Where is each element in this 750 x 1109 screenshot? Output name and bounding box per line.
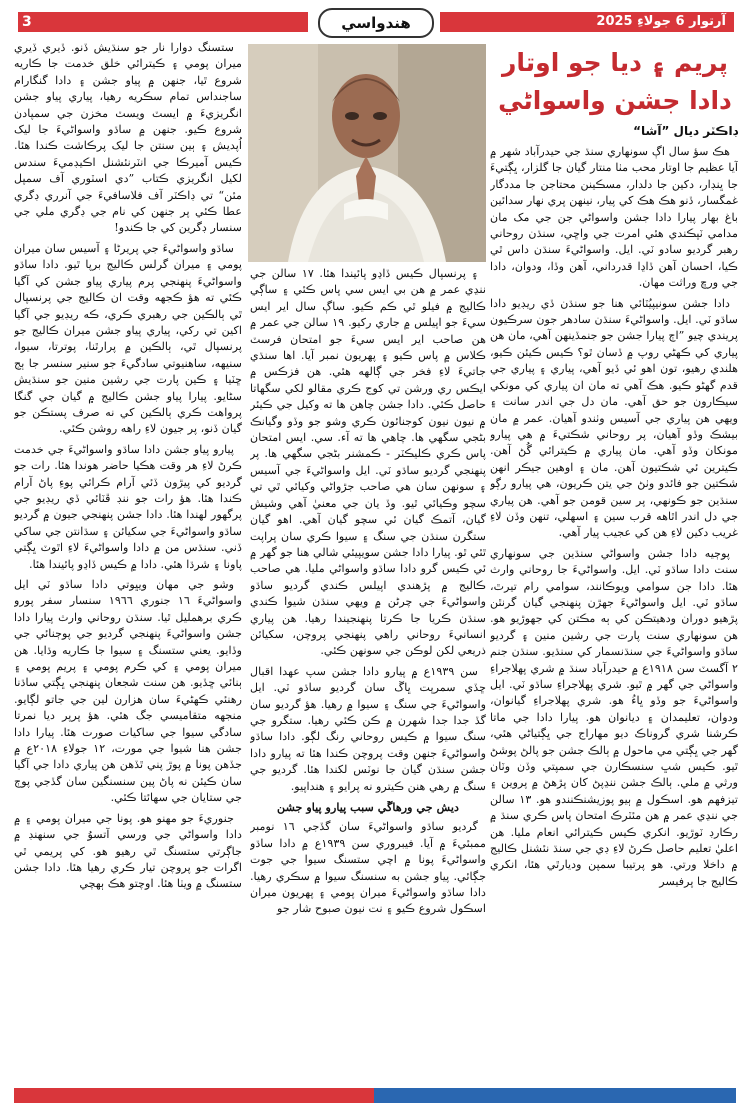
column1-paragraph: هڪ سؤ سال اڳ سونهاري سنڌ جي حيدرآباد شهر ۾ آيا عظيم جا اوتار محب مٺا منتار گيان جا گلزار، ڀڳتيءَ جا ڀنڊار، دکين جا دلدار، مسڪينن محتاجن جا مددگار غمگسار، ڏنو هڪ هڪ کي پيار، نينهن پري نهار سدائين باغ بهار پيارا دادا جشن واسواڻي جن جي مک مان مدامي ٽپڪندي هئي امرت جي واڇي، سنڌن روحاني رهبر گرديو سادو ٽي. ايل. واسواڻيءَ سنڌن داس ٿي ڪيا، احسان آهن ڏاڍا قدرداني، آهن وڏا، ودوان، دادا جي ورڇ وراثت مهان. [490, 145, 738, 290]
column3-paragraph: ساڌو واسواڻيءَ جي پريرڻا ۽ آسيس سان ميران پومي ۽ ميران گرلس ڪاليج برپا ٿيو. دادا ساڌو واسواڻيءَ پنهنجي پرم پياري پياو جشن کي آگيا ڪئي ته هؤ ڪجهه وقت ان ڪاليج جي پرنسپال ٿي ٻالڪين جي رهبري ڪري، ڪه ريڊيو جي آگيا اکين تي رکي، پياري پياو جشن ميران ڪاليج جو پرنسپال ٿي، ٻالڪين ۾ پرارٿنا، پوترتا، سيوا، سنيهه، ساهنيوتي سادگيءَ جو سنير سنسر جا ٻج ڇٽيا ۽ ڪين پارت جي رشين منين جو سنڌيش سڻايو. پيارا پياو جشن ڪاليج ۾ گيان جي گنگا پرواهت ڪري ٻالڪين کي نه صرف پستڪن جو گيان ڏنو، پر جيون لاءِ راهه روشن ڪئي. [14, 241, 242, 436]
column3-paragraph: ستسنگ دوارا نار جو سنڌيش ڏنو. ڏيري ڏيري ميران پومي ۽ ڪيترائي خلق خدمت جا ڪاريه شروع ٿيا، جنهن ۾ پياو جشن ۽ دادا گنگارام ساجنداس تمام سڪريه رهيا، پياري پياو جشن انگريزيءَ ۾ ايسٽ ويسٽ مخزن جي سمپادن شروع ڪيو. جنهن ۾ ساڌو واسواڻيءَ جا ليک اُپديش ۽ ٻين سنتن جا ليک پرڪاشت ڪندا هئا. ڪيس آميرڪا جي انٽرنئشنل اڪيڊميءَ سندس لکيل انگريزي ڪتاب ”دي اسٽوري آف سمپل مئن“ تي ڊاڪٽر آف فلاسافيءَ جي آنرري ڊگري عطا ڪئي پر جنهن کي نام جي ڊگري ملي جي سنسار ڊگرين کي جا ڪندو! [14, 41, 242, 235]
column1-paragraph: پوڄيه دادا جشن واسواڻي سنڌين جي سونهاري سنت دادا ساڌو ٽي. ايل. واسواڻيءَ جا روحاني وارث هئا. دادا جن سوامي ويوڪانند، سوامي رام تيرٿ، ساڌو ٽي. ايل واسواڻيءَ جهڙن پنهنجي گيان گرنٿن پڙهيو دوران ودهيتڪن کي ٻه مڪتن کي جھوڙيو هو. هن سونهاري سنت پارت جي رشين منين ۽ گرديو ساڌو واسواڻيءَ جي سنڌنسمار کي سنڌيو. سنڌن جنم ٢ آگسٽ سن ١٩١٨ع ۾ حيدرآباد سنڌ ۾ شري پهلاجراءِ واسواڻي جي گھر ۾ ٿيو. شري پهلاجراءِ ساڌو ٽي. ايل واسواڻيءَ جو وڏو ڀاءُ هو. شري پهلاجراءِ گيانوان، ودوان، تعليمدان ۽ ديانوان هو. پيارا دادا جي ماتا ڪرشنا شري گروناڪ ديو مهاراج جي ڀڳتياڻي هئي، گھر جي ڀڳتي مي ماحول ۾ ٻالڪ جشن جو پالڻ پوشڻ ٿيو. ڪيس شڀ سنسڪارن جي سمپتي وڏن وٽان ورثي ۾ ملي. ٻالڪ جشن ننڍپڻ کان پڙهڻ ۾ پروين ۽ تيزفهم هو. اسڪول ۾ ٻيو پوزيشنڪنندو هو. ١٣ سالن جي ننڍي عمر ۾ هن مئٽرڪ امتحان پاس ڪري سنڌ ۾ رڪارڊ ٽوڙيو. انکري ڪيس ڪيترائي انعام مليا. هن اعليٰ تعليم حاصل ڪرڻ لاءِ ڊي جي سنڌ نئشنل ڪاليج ۾ داخلا ورتي. هو پرتيبا سمپن وديارٿي هئا، انکري ڪاليج جا پرفيسر [490, 546, 738, 888]
header-bar-left [18, 12, 308, 32]
column3-paragraph: جنوريءَ جو مهنو هو. پونا جي ميران پومي ۽ ۾ دادا واسواڻي جي ورسي آتسوُ جي سنهنڊ ۾ جاڳرتي ستسنگ ٿي رهيو هو. کي پريمي ٿي اگرات جو پروچن تيار ڪري رهيا هئا. دادا جشن ستسنگ ۾ ويٺا هئا. اوچتو هڪ ٻهچي [14, 811, 242, 891]
footer-blue-bar [374, 1088, 736, 1103]
column3-paragraph: پيارو پياو جشن دادا ساڌو واسواڻيءَ جي خدمت ڪرڻ لاءِ هر وقت هڪيا حاضر هوندا هئا. رات جو گرديو کي پيڙون ڏئي آرام ڪرائي پوءِ پاڻ آرام ڪندا هئا. هؤ رات جو ننڊ ڦٽائي ڏي ريڊيو جي پرگهور لهندا هئا. دادا جشن پنهنجي جيون ۾ گرديو ساڌو واسواڻيءَ جي سکيائن ۽ سڌانتن جي ساکي ڏني. سنڌس من ۾ دادا واسواڻيءَ لاءِ اٿوٽ ڀڳتي پاونا ۽ شرڌا هئي. دادا ۾ ڪيس ڏاڍو پائيندا هئا. [14, 442, 242, 571]
portrait-illustration [248, 44, 486, 262]
article-column-3 [14, 40, 242, 1080]
footer-red-bar [14, 1088, 374, 1103]
column2-paragraph: گرديو ساڌو واسواڻيءَ سان گڏجي ١٦ نومبر ممبئيءَ ۾ آيا. فيبروري سن ١٩٣٩ع ۾ دادا ساڌو واسواڻيءَ پونا ۾ اچي ستسنگ سيوا جي جوت جڳائي. پياو جشن به سنسنگ سيوا ۾ سڪري رهيا. دادا ساڌو واسواڻيءَ ميران پومي ۽ پهريون ميران اسڪول شروع ڪيو ۽ نت نيون صبوح شار جو [250, 820, 486, 916]
article-column-1 [490, 144, 738, 1079]
title-line-1: پريم ۽ ديا جو اوتار [502, 48, 728, 77]
column2-paragraph: ۽ پرنسپال ڪيس ڏاڍو پائيندا هئا. ١٧ سالن جي ننڍي عمر ۾ هن بي ايس سي پاس ڪئي ۽ ساڳي ڪاليج ۾ فيلو ٿي ڪم ڪيو. ساڳ سال اير ايس سيءَ جو اپيلس ۾ جاري رکيو. ١٩ سالن جي عمر ۾ هن صاحب اير ايس سيءَ جو امتحان فرسٽ ڪلاس ۾ پاس ڪيو ۽ پهريون نمبر آيا. اها سنڌي جاتيءَ لاءِ فخر جي ڳالهه هئي. هن فزڪس ۾ ايڪس ري ورشن تي کوج ڪري مقالو لکي سگهاتا حاصل ڪئي. دادا جشن چاهن ها ته وکيل جي ڪيئر ۾ نيون نيون کوجنائون ڪري وشو جو وڏو وگيانڪ بڻجي سگهي ها. چاهي ها ته آء. سي. ايس امتحان پاس ڪري ڪليڪٽر - ڪمشنر بڻجي سگهي ها. پر پنهنجي گرديو ساڌو ٽي. ايل واسواڻيءَ جي آسيس ۽ سونهن سان هي صاحب جڙواڻي وکيائي ٿي تي سچو وڪيائي ٿيو. وڏ يان جي معنيٰ آهي وشيش گيان، آتمڪ گيان ئي سچو گيان آهي. اهو گيان ستگرن سنڌن جي سنگ ۽ سيوا ڪري سان پراپت ٿئي ٿو. پيارا دادا جشن سويپيئي شالي هنا جو گھر ۾ ئي ڪيس گرو دادا ساڌو واسواڻي مليا. هي صاحب ڪاليج ۾ پڙهندي اپيلس ڪندي گرديو ساڌو واسواڻيءَ جي چرڻن ۾ ويهي سنڌن شيوا ڪندي سنڌن ڪريا جا ڪرتا پنهنجيندا رهيا. هن پياري انسانيءَ روحاني راهي پنهنجي پروچن، سکيائن ذريعي لکن لوڪن جي سونهن ڪئي. [250, 267, 486, 658]
article-byline: ڊاڪٽر ديال ”آشا“ [633, 124, 738, 138]
title-line-2: دادا جشن واسواڻي [498, 86, 732, 115]
portrait-photo [248, 44, 486, 262]
page-number: 3 [22, 14, 32, 30]
page-footer-bar [14, 1088, 736, 1103]
article-title [490, 44, 740, 120]
page-header [0, 0, 750, 40]
column2-paragraph: سن ١٩٣٩ع ۾ پيارو دادا جشن سپ عهدا اقبال ڇڏي سمرپت ڀاڱ سان گرديو ساڌو ٽي. ايل واسواڻيءَ جي سنگ ۽ سيوا ۾ رهيا. هؤ گرديو سان گڏ جدا جدا شهرن ۾ ڪن ڪئي رهيا. ستگرو جي سنگ سيوا ۾ ڪيس روحاني رنگ لڳو. دادا ساڌو واسواڻيءَ جنهن وقت پروچن ڪندا هئا ته پيارو دادا جشن سنڌن گيان جا نوٽس لکندا هئا. گرديو جي سنگ ۾ رهي هنن ڪيترو نه پرايو ۽ هنداپيو. [250, 664, 486, 793]
column1-paragraph: دادا جشن سونيپيُٽائي هنا جو سنڌن ڏي ريڊيو دادا ساڌو ٽي. ايل. واسواڻيءَ سنڌن سادهر جون سرڪيون پريندي چيو ”اڄ پيارا جشن جو جنمڏينهن آهي، مان هن پياري کي ڪھڻي روپ ۾ ڏسان ٿو؟ ڪيس ڪيئن ڪيو، هلندي رهيو، تون اهو ئي ڏيو آهي، پياري ۽ پياري جي قدم گهڻو ڪيو. هڪ آهي ته مان ان پياري کي مونکي سيڪارون جو حق آهي. مان دل جي اندر سانت ۽ ويهي هن پياري جي آسيس وٺندو آهيان. عمر ۾ مان بيشڪ وڏو آهيان، پر روحاني شڪتيءَ ۾ هي پيارو مونکان وڏو آهي. مان پياري ۾ ڪيترائي گُڻ آهن. ڪيترين ئي شڪتيون آهن. مان ۽ اوهين جيڪر انهن شڪتين جو فائدو وٺڻ جي يتن ڪريون، هي پيارو رڳو سنڌين جو ڪونهي، پر سين قومن جو آهي. هن پياري جي دل اندر اٿاهه قرب سين ۽ اسهلي، تنهن وڏن لاءِ غريب دکين لاءِ هن کي عجيب پيار آهي. [490, 296, 738, 540]
column3-paragraph: وشو جي مهان ويڀوتي دادا ساڌو ٽي ايل واسواڻيءَ ١٦ جنوري ١٩٦٦ سنسار سفر پورو ڪري برهمليل ٿيا. سنڌن روحاني وارث پيارا دادا جشن واسواڻيءَ پنهنجي گرديو جي پوڄنائي جي وڏايو. يعني ستسنگ ۽ سيوا جا ڪاريه وڌايا. هن ميران پومي ۽ کي ڪرم پومي ۽ پريم پومي ۽ ٻنائي ڇڏيو. هن سنت شجعان پنهنجي ڀڳتي ساڌنا رهنئي ڪهڻيءَ سان هزارن لين جي جاتو لڳايو. منجهه متقاميسي جگ هئي. هؤ پرپر ديا نمرتا سادگي سيوا جي ساکيات صورت هئا. پيارا دادا جشن هنا شيوا جي مورت، ١٢ جولاءِ ٢٠١٨ع ۾ جڏهن پونا ۾ پوڙ پني ٿڏهن هن پياري دادا جي آگيا سان ڪيئن نه پاڻ پين سنسنگين سان گڏجي پوڄ جي ستايان جي سهائتا ڪئي. [14, 578, 242, 805]
article-column-2 [250, 266, 486, 1078]
newspaper-logo: هندواسي [318, 8, 434, 38]
column2-subheading: ديش جي ورهاڱي سبب پيارو پياو جشن [277, 800, 459, 814]
issue-date: آرتوار 6 جولاءِ 2025 [596, 14, 726, 29]
